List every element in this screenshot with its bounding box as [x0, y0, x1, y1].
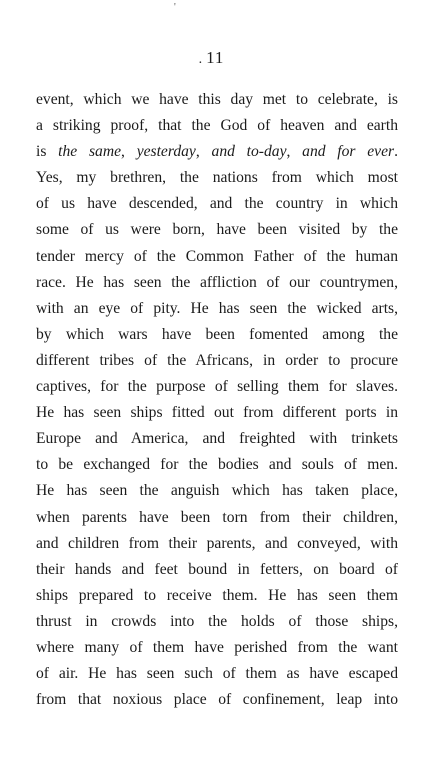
text-line [36, 505, 398, 531]
text-line [36, 452, 398, 478]
page-number-value: 11 [206, 48, 225, 67]
text-line [36, 113, 398, 139]
text-line [36, 400, 398, 426]
text-line [36, 609, 398, 635]
text-line [36, 165, 398, 191]
text-segment: and children from their parents, and conveyed, with [36, 534, 398, 552]
text-segment: to be exchanged for the bodies and souls of men. [36, 456, 398, 474]
text-segment: event, which we have this day met to celebrate, is [36, 91, 398, 108]
text-line [36, 635, 398, 661]
text-line [36, 531, 398, 557]
text-segment: race. He has seen the affliction of our countrymen, [36, 273, 398, 291]
text-line [36, 217, 398, 243]
text-segment: , [195, 143, 212, 161]
page-number [0, 48, 423, 70]
text-segment: when parents have been torn from their children, [36, 508, 398, 526]
page-number-dot: . [198, 52, 204, 67]
text-line [36, 296, 398, 322]
text-line [36, 87, 398, 113]
text-segment: , [121, 143, 137, 161]
text-line [36, 661, 398, 687]
text-segment: by which wars have been fomented among the [36, 325, 398, 343]
text-segment: some of us were born, have been visited by the [36, 221, 398, 239]
text-segment: of air. He has seen such of them as have escaped [36, 665, 398, 683]
text-segment: , [286, 143, 303, 161]
text-segment: with an eye of pity. He has seen the wicked arts, [36, 299, 398, 317]
text-line [36, 191, 398, 217]
text-line [36, 478, 398, 504]
ink-speck: ' [174, 2, 176, 13]
italic-text: and to-day [211, 143, 287, 161]
text-segment: is [36, 143, 59, 161]
text-segment: where many of them have perished from the want [36, 638, 398, 656]
text-line [36, 139, 398, 165]
text-segment: tender mercy of the Common Father of the human [36, 247, 398, 265]
text-line [36, 687, 398, 713]
text-segment: He has seen the anguish which has taken place, [36, 482, 398, 500]
text-line [36, 583, 398, 609]
text-segment: from that noxious place of confinement, leap into [36, 691, 398, 709]
text-line [36, 348, 398, 374]
text-segment: captives, for the purpose of selling them for slaves. [36, 378, 398, 396]
text-line [36, 557, 398, 583]
text-segment: Yes, my brethren, the nations from which most [36, 169, 398, 187]
text-segment: thrust in crowds into the holds of those ships, [36, 612, 398, 630]
italic-text: and for ever [302, 143, 395, 161]
text-segment: ships prepared to receive them. He has seen them [36, 586, 398, 604]
text-segment: their hands and feet bound in fetters, on board of [36, 560, 398, 578]
body-text [36, 87, 398, 713]
text-line [36, 374, 398, 400]
text-segment: Europe and America, and freighted with trinkets [36, 430, 398, 448]
text-segment: He has seen ships fitted out from different ports in [36, 404, 398, 422]
text-segment: a striking proof, that the God of heaven and earth [36, 117, 398, 135]
text-segment: . [394, 143, 398, 161]
text-segment: of us have descended, and the country in which [36, 195, 398, 213]
text-line [36, 270, 398, 296]
italic-text: yesterday [136, 143, 196, 161]
text-line [36, 322, 398, 348]
text-segment: different tribes of the Africans, in order to procure [36, 351, 398, 369]
text-line [36, 426, 398, 452]
text-line [36, 244, 398, 270]
italic-text: the same [58, 143, 122, 161]
